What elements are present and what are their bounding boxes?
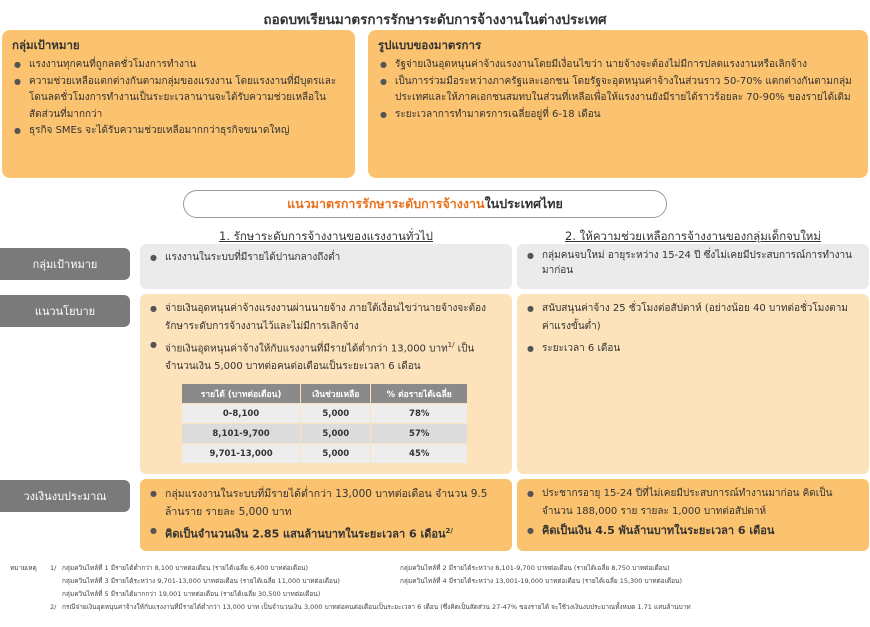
list-item: ● สนับสนุนค่าจ้าง 25 ชั่วโมงต่อสัปดาห์ (อย่างน้อย 40 บาทต่อชั่วโมงตามค่าแรงขั้นต่ำ) <box>525 300 861 336</box>
footnote-label: หมายเหตุ <box>10 564 37 572</box>
column-header-1: 1. รักษาระดับการจ้างงานของแรงงานทั่วไป <box>219 229 433 243</box>
list-item: ● แรงงานทุกคนที่ถูกลดชั่วโมงการทำงาน <box>12 57 345 74</box>
banner-rest: ในประเทศไทย <box>484 196 563 211</box>
list-item: ● กลุ่มคนจบใหม่ อายุระหว่าง 15-24 ปี ซึ่งไม่เคยมีประสบการณ์การทำงานมาก่อน <box>525 248 861 278</box>
table-header: % ต่อรายได้เฉลี่ย <box>371 384 468 404</box>
list-item: ● แรงงานในระบบที่มีรายได้ปานกลางถึงต่ำ <box>148 250 504 267</box>
row-label-budget: วงเงินงบประมาณ <box>0 480 130 512</box>
list-item: ● กลุ่มแรงงานในระบบที่มีรายได้ต่ำกว่า 13,000 บาทต่อเดือน จำนวน 9.5 ล้านราย รายละ 5,000 บาท <box>148 485 504 521</box>
column-header-2: 2. ให้ความช่วยเหลือการจ้างงานของกลุ่มเด็กจบใหม่ <box>565 229 821 243</box>
list-item: ● ระยะเวลา 6 เดือน <box>525 340 861 358</box>
row-label-policy: แนวนโยบาย <box>0 295 130 327</box>
target-cell-general <box>140 244 512 289</box>
page-title: ถอดบทเรียนมาตรการรักษาระดับการจ้างงานในต่างประเทศ <box>263 12 607 28</box>
subsidy-table <box>181 383 468 464</box>
list-item: ● คิดเป็นจำนวนเงิน 2.85 แสนล้านบาทในระยะเวลา 6 เดือน$^{2/}$ <box>148 521 504 545</box>
list-item: ● ธุรกิจ SMEs จะได้รับความช่วยเหลือมากกว่าธุรกิจขนาดใหญ่ <box>12 123 345 140</box>
target-group-panel <box>2 30 355 178</box>
list-item: ● รัฐจ่ายเงินอุดหนุนค่าจ้างแรงงานโดยมีเงื่อนไขว่า นายจ้างจะต้องไม่มีการปลดแรงงานหรือเลิกจ้าง <box>378 57 858 74</box>
footnote-2-marker: 2/ <box>50 603 57 611</box>
banner-highlight: แนวมาตรการรักษาระดับการจ้างงาน <box>287 196 485 211</box>
footnote-1d: กลุ่มควินไทล์ที่ 4 มีรายได้ระหว่าง 13,001-19,000 บาทต่อเดือน (รายได้เฉลี่ย 15,300 บาทต่อเดือน) <box>400 577 683 585</box>
footnote-1b: กลุ่มควินไทล์ที่ 2 มีรายได้ระหว่าง 8,101-9,700 บาทต่อเดือน (รายได้เฉลี่ย 8,750 บาทต่อเดือน) <box>400 564 670 572</box>
table-header: รายได้ (บาทต่อเดือน) <box>182 384 301 404</box>
footnote-1e: กลุ่มควินไทล์ที่ 5 มีรายได้มากกว่า 19,001 บาทต่อเดือน (รายได้เฉลี่ย 30,500 บาทต่อเดือน) <box>62 590 321 598</box>
budget-cell-general <box>140 479 512 551</box>
measure-format-list <box>378 57 858 123</box>
list-item: ● ระยะเวลาการทำมาตรการเฉลี่ยอยู่ที่ 6-18 เดือน <box>378 107 858 124</box>
list-item: ● จ่ายเงินอุดหนุนค่าจ้างให้กับแรงงานที่มีรายได้ต่ำกว่า 13,000 บาท$^{1/}$ เป็นจำนวนเงิน 5,000 บาทต่อคนต่อเดือนเป็นระยะเวลา 6 เดือน <box>148 336 504 376</box>
footnote-1-marker: 1/ <box>50 564 57 572</box>
table-header: เงินช่วยเหลือ <box>301 384 371 404</box>
budget-cell-graduates <box>517 479 869 551</box>
measure-format-panel <box>368 30 868 178</box>
list-item: ● คิดเป็นเงิน 4.5 พันล้านบาทในระยะเวลา 6 เดือน <box>525 521 861 541</box>
footnote-2: กรณีจ่ายเงินอุดหนุนค่าจ้างให้กับแรงงานที่มีรายได้ต่ำกว่า 13,000 บาท เป็นจำนวนเงิน 3,000 บาทต่อคนต่อเดือนเป็นระยะเวลา 6 เดือน (ซึ่งคิดเป็นสัดส่วน 27-47% ของรายได้ จะใช้วงเงินงบประมาณทั้งหมด 1.71 แสนล้านบาท <box>62 603 691 611</box>
footnote-1a: กลุ่มควินไทล์ที่ 1 มีรายได้ต่ำกว่า 8,100 บาทต่อเดือน (รายได้เฉลี่ย 6,400 บาทต่อเดือน) <box>62 564 309 572</box>
target-group-heading: กลุ่มเป้าหมาย <box>12 38 80 52</box>
list-item: ● เป็นการร่วมมือระหว่างภาครัฐและเอกชน โดยรัฐจะอุดหนุนค่าจ้างในส่วนราว 50-70% แตกต่างกันตามกลุ่มประเทศและให้ภาคเอกชนสมทบในส่วนที่เหลือเพื่อให้แรงงานยังมีรายได้ราวร้อยละ 70-90% ของรายได้เดิม <box>378 74 858 107</box>
footnote-1c: กลุ่มควินไทล์ที่ 3 มีรายได้ระหว่าง 9,701-13,000 บาทต่อเดือน (รายได้เฉลี่ย 11,000 บาทต่อเดือน) <box>62 577 340 585</box>
thailand-measures-banner <box>183 190 667 218</box>
target-group-list <box>12 57 345 140</box>
list-item: ● ความช่วยเหลือแตกต่างกันตามกลุ่มของแรงงาน โดยแรงงานที่มีบุตรและโดนลดชั่วโมงการทำงานเป็นระยะเวลานานจะได้รับความช่วยเหลือในสัดส่วนที่มากกว่า <box>12 74 345 124</box>
table-row: 0-8,100 5,000 78% <box>182 404 468 424</box>
policy-cell-graduates <box>517 294 869 474</box>
table-row: 9,701-13,000 5,000 45% <box>182 444 468 464</box>
list-item: ● ประชากรอายุ 15-24 ปีที่ไม่เคยมีประสบการณ์ทำงานมาก่อน คิดเป็นจำนวน 188,000 ราย รายละ 1,000 บาทต่อสัปดาห์ <box>525 485 861 521</box>
target-cell-graduates <box>517 244 869 289</box>
measure-format-heading: รูปแบบของมาตรการ <box>378 38 482 52</box>
row-label-target: กลุ่มเป้าหมาย <box>0 248 130 280</box>
table-row: 8,101-9,700 5,000 57% <box>182 424 468 444</box>
list-item: ● จ่ายเงินอุดหนุนค่าจ้างแรงงานผ่านนายจ้าง ภายใต้เงื่อนไขว่านายจ้างจะต้องรักษาระดับการจ้างงานไว้และไม่มีการเลิกจ้าง <box>148 300 504 336</box>
